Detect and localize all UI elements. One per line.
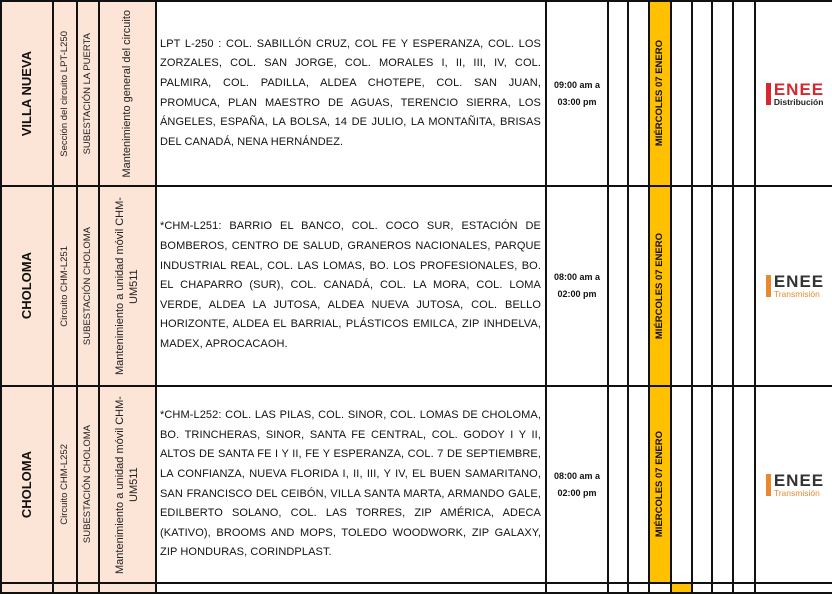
time-start: 08:00 am a — [553, 470, 601, 481]
substation-cell — [77, 386, 99, 583]
table-row — [1, 1, 832, 186]
table-row-partial — [1, 583, 832, 593]
areas-cell — [156, 386, 546, 583]
empty-cell — [628, 386, 649, 583]
work-description: Mantenimiento a unidad móvil CHM-UM511 — [113, 395, 140, 574]
enee-mark-icon — [766, 474, 771, 496]
work-cell — [99, 186, 156, 386]
empty-cell — [692, 583, 712, 593]
substation-cell — [77, 186, 99, 386]
time-end: 03:00 pm — [557, 96, 597, 107]
time-end: 02:00 pm — [557, 487, 597, 498]
empty-cell — [608, 583, 628, 593]
city-cell — [1, 1, 53, 186]
logo-cell — [755, 1, 832, 186]
substation-cell — [77, 1, 99, 186]
enee-mark-icon — [766, 83, 771, 105]
date: MIÉRCOLES 07 ENERO — [654, 232, 666, 340]
empty-cell — [1, 583, 53, 593]
empty-cell — [755, 583, 832, 593]
logo-name: ENEE — [773, 79, 825, 99]
work-description: Mantenimiento a unidad móvil CHM-UM511 — [113, 197, 140, 375]
substation: SUBESTACIÓN CHOLOMA — [82, 425, 94, 544]
empty-cell — [628, 186, 649, 386]
empty-cell — [99, 583, 156, 593]
logo-cell — [755, 186, 832, 386]
date-cell-partial — [671, 583, 692, 593]
empty-cell — [546, 583, 608, 593]
empty-cell — [608, 1, 628, 186]
empty-cell — [733, 386, 755, 583]
date: MIÉRCOLES 07 ENERO — [654, 431, 666, 538]
affected-areas: *CHM-L251: BARRIO EL BANCO, COL. COCO SUR, ESTACIÓN DE BOMBEROS, CENTRO DE SALUD, GRANEROS NACIONALES, PARQUE INDUSTRIAL REAL, COL. LAS LOMAS, BO. LOS PROFESIONALES, BO. EL CHAPARRO (SUR), COL. CANADÁ, COL. LA MORA, COL. LOMA VERDE, ALDEA LA JUTOSA, ALDEA NUEVA JUTOSA, COL. BELLO HORIZONTE, ALDEA EL BARRIAL, PLÁSTICOS EMILCA, ZIP INHDELVA, MADEX, APROCACAOH. — [160, 220, 541, 350]
enee-transmision-logo — [756, 472, 832, 498]
empty-cell — [53, 583, 77, 593]
empty-cell — [628, 583, 649, 593]
table-row — [1, 186, 832, 386]
affected-areas: LPT L-250 : COL. SABILLÓN CRUZ, COL FE Y ESPERANZA, COL. LOS ZORZALES, COL. SAN JORGE, COL. MORALES I, II, III, IV, COL. PALMIRA, COL. PADILLA, ALDEA CHOTEPE, COL. SAN JUAN, PROMUCA, PLAN MAESTRO DE AGUAS, TERENCIO SIERRA, LOS ÁNGELES, ESPAÑA, LA BOLSA, 14 DE JULIO, LA MONTAÑITA, BRISAS DEL CANADÁ, NENA HERNÁNDEZ. — [160, 37, 541, 148]
empty-cell — [692, 1, 712, 186]
empty-cell — [671, 1, 692, 186]
enee-distribucion-logo — [756, 81, 832, 107]
empty-cell — [692, 386, 712, 583]
areas-cell — [156, 1, 546, 186]
time-start: 08:00 am a — [553, 272, 601, 282]
areas-cell — [156, 186, 546, 386]
empty-cell — [628, 1, 649, 186]
empty-cell — [712, 583, 733, 593]
city: CHOLOMA — [18, 450, 34, 519]
city-cell — [1, 386, 53, 583]
logo-cell — [755, 386, 832, 583]
table-row — [1, 386, 832, 583]
affected-areas: *CHM-L252: COL. LAS PILAS, COL. SINOR, COL. LOMAS DE CHOLOMA, BO. TRINCHERAS, SINOR, SANTA FE CENTRAL, COL. GODOY I Y II, ALTOS DE SANTA FE I Y II, FE Y ESPERANZA, COL. 7 DE SEPTIEMBRE, LA CONFIANZA, NUEVA FLORIDA I, II, III, Y IV, EL BUEN SAMARITANO, SAN FRANCISCO DEL CEIBÓN, VILLA SANTA MARTA, ARMANDO GALE, EDILBERTO SOLANO, COL. LAS TORRES, ZIP AMÉRICA, ADECA (KATIVO), BROOMS AND MOPS, TOLEDO WOODWORK, ZIP GALAXY, ZIP HONDURAS, CORINDPLAST. — [160, 409, 541, 559]
enee-mark-icon — [766, 275, 771, 297]
time-start: 09:00 am a — [553, 79, 601, 90]
date: MIÉRCOLES 07 ENERO — [654, 40, 666, 147]
time-end: 02:00 pm — [557, 289, 597, 299]
enee-transmision-logo — [756, 273, 832, 299]
date-cell — [649, 1, 671, 186]
circuit: Sección del circuito LPT-L250 — [59, 30, 71, 157]
empty-cell — [608, 386, 628, 583]
empty-cell — [733, 186, 755, 386]
work-description: Mantenimiento general del circuito — [120, 9, 133, 178]
empty-cell — [77, 583, 99, 593]
empty-cell — [733, 1, 755, 186]
work-cell — [99, 386, 156, 583]
city: VILLA NUEVA — [18, 50, 34, 137]
circuit: Circuito CHM-L251 — [59, 245, 71, 327]
substation: SUBESTACIÓN CHOLOMA — [82, 226, 94, 346]
circuit: Circuito CHM-L252 — [59, 444, 71, 525]
time-cell — [546, 386, 608, 583]
empty-cell — [671, 186, 692, 386]
circuit-cell — [53, 186, 77, 386]
empty-cell — [692, 186, 712, 386]
time-cell — [546, 186, 608, 386]
logo-name: ENEE — [773, 272, 825, 292]
empty-cell — [156, 583, 546, 593]
substation: SUBESTACIÓN LA PUERTA — [82, 32, 94, 155]
empty-cell — [712, 1, 733, 186]
logo-name: ENEE — [773, 470, 825, 490]
work-cell — [99, 1, 156, 186]
logo-division: Distribución — [773, 96, 824, 107]
time-cell — [546, 1, 608, 186]
logo-division: Transmisión — [773, 487, 820, 498]
empty-cell — [733, 583, 755, 593]
circuit-cell — [53, 1, 77, 186]
date-cell — [649, 186, 671, 386]
empty-cell — [671, 386, 692, 583]
empty-cell — [712, 186, 733, 386]
city: CHOLOMA — [18, 252, 34, 320]
logo-division: Transmisión — [773, 289, 820, 300]
empty-cell — [649, 583, 671, 593]
date-cell — [649, 386, 671, 583]
city-cell — [1, 186, 53, 386]
empty-cell — [608, 186, 628, 386]
circuit-cell — [53, 386, 77, 583]
empty-cell — [712, 386, 733, 583]
